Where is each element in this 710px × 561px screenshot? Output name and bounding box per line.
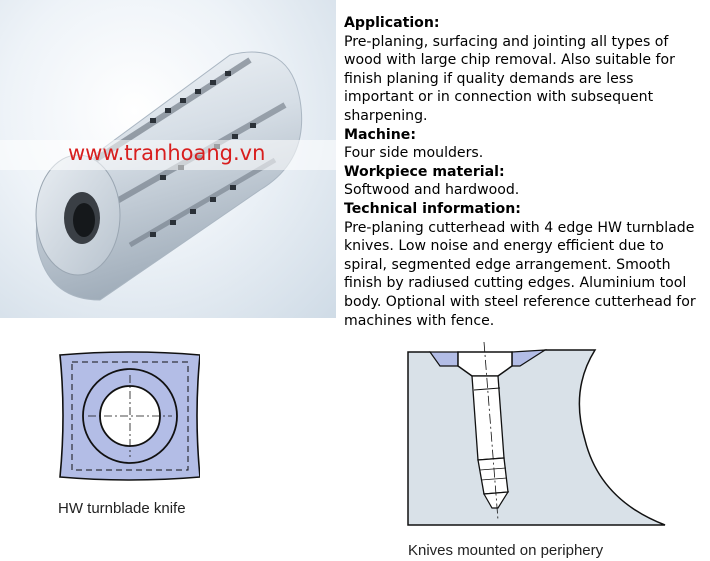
technical-heading: Technical information: (344, 200, 521, 217)
workpiece-text: Softwood and hardwood. (344, 182, 520, 199)
machine-heading: Machine: (344, 126, 416, 143)
application-heading: Application: (344, 15, 440, 31)
machine-text: Four side moulders. (344, 145, 484, 162)
application-text: Pre-planing, surfacing and jointing all types of wood with large chip removal. Also suitable for finish planing if quality demands are less important or in connection with subsequent sharpening. (344, 33, 675, 124)
turnblade-knife-figure (30, 340, 200, 494)
periphery-drawing (400, 330, 710, 535)
specification-text (344, 14, 706, 330)
turnblade-knife-drawing (30, 340, 200, 490)
product-photo (0, 0, 336, 318)
watermark-text: www.tranhoang.vn (68, 141, 266, 165)
technical-text: Pre-planing cutterhead with 4 edge HW turnblade knives. Low noise and energy efficient due to spiral, segmented edge arrangement. Smooth finish by radiused cutting edges. Aluminium tool body. Optional with steel reference cutterhead for machines with fence. (344, 219, 696, 329)
periphery-caption: Knives mounted on periphery (408, 542, 604, 559)
watermark-band (0, 140, 336, 170)
knife-caption: HW turnblade knife (58, 500, 186, 517)
workpiece-heading: Workpiece material: (344, 163, 505, 180)
periphery-figure (400, 330, 710, 539)
